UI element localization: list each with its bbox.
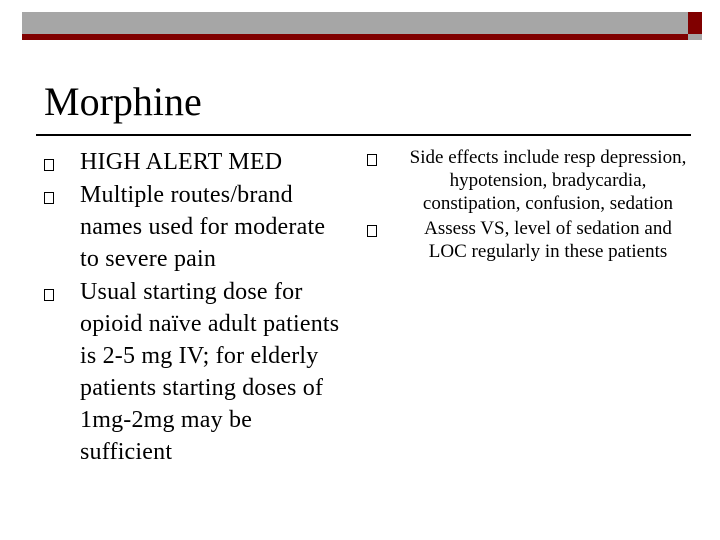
right-bullet-list — [358, 146, 688, 265]
left-bullet-list — [44, 146, 344, 469]
square-bullet-icon — [44, 289, 54, 301]
square-bullet-icon — [44, 192, 54, 204]
slide-title: Morphine — [44, 79, 202, 124]
list-item — [358, 146, 688, 215]
top-bar-gray-square — [688, 34, 702, 40]
top-decorative-bar — [22, 12, 702, 40]
bullet-text: Assess VS, level of sedation and LOC regularly in these patients — [424, 218, 672, 262]
bullet-text: HIGH ALERT MED — [80, 149, 283, 175]
square-bullet-icon — [367, 154, 377, 166]
title-divider — [36, 134, 691, 136]
list-item — [358, 217, 688, 263]
list-item — [44, 179, 344, 275]
list-item — [44, 146, 344, 178]
bullet-text: Side effects include resp depression, hypotension, bradycardia, constipation, confusion, sedation — [409, 147, 687, 214]
top-bar-gray-band — [22, 12, 688, 34]
bullet-text: Usual starting dose for opioid naïve adult patients is 2-5 mg IV; for elderly patients starting doses of 1mg-2mg may be sufficient — [80, 279, 340, 465]
top-bar-red-band — [22, 34, 688, 40]
list-item — [44, 276, 344, 468]
square-bullet-icon — [367, 225, 377, 237]
square-bullet-icon — [44, 159, 54, 171]
bullet-text: Multiple routes/brand names used for moderate to severe pain — [80, 182, 326, 272]
top-bar-red-square — [688, 12, 702, 34]
